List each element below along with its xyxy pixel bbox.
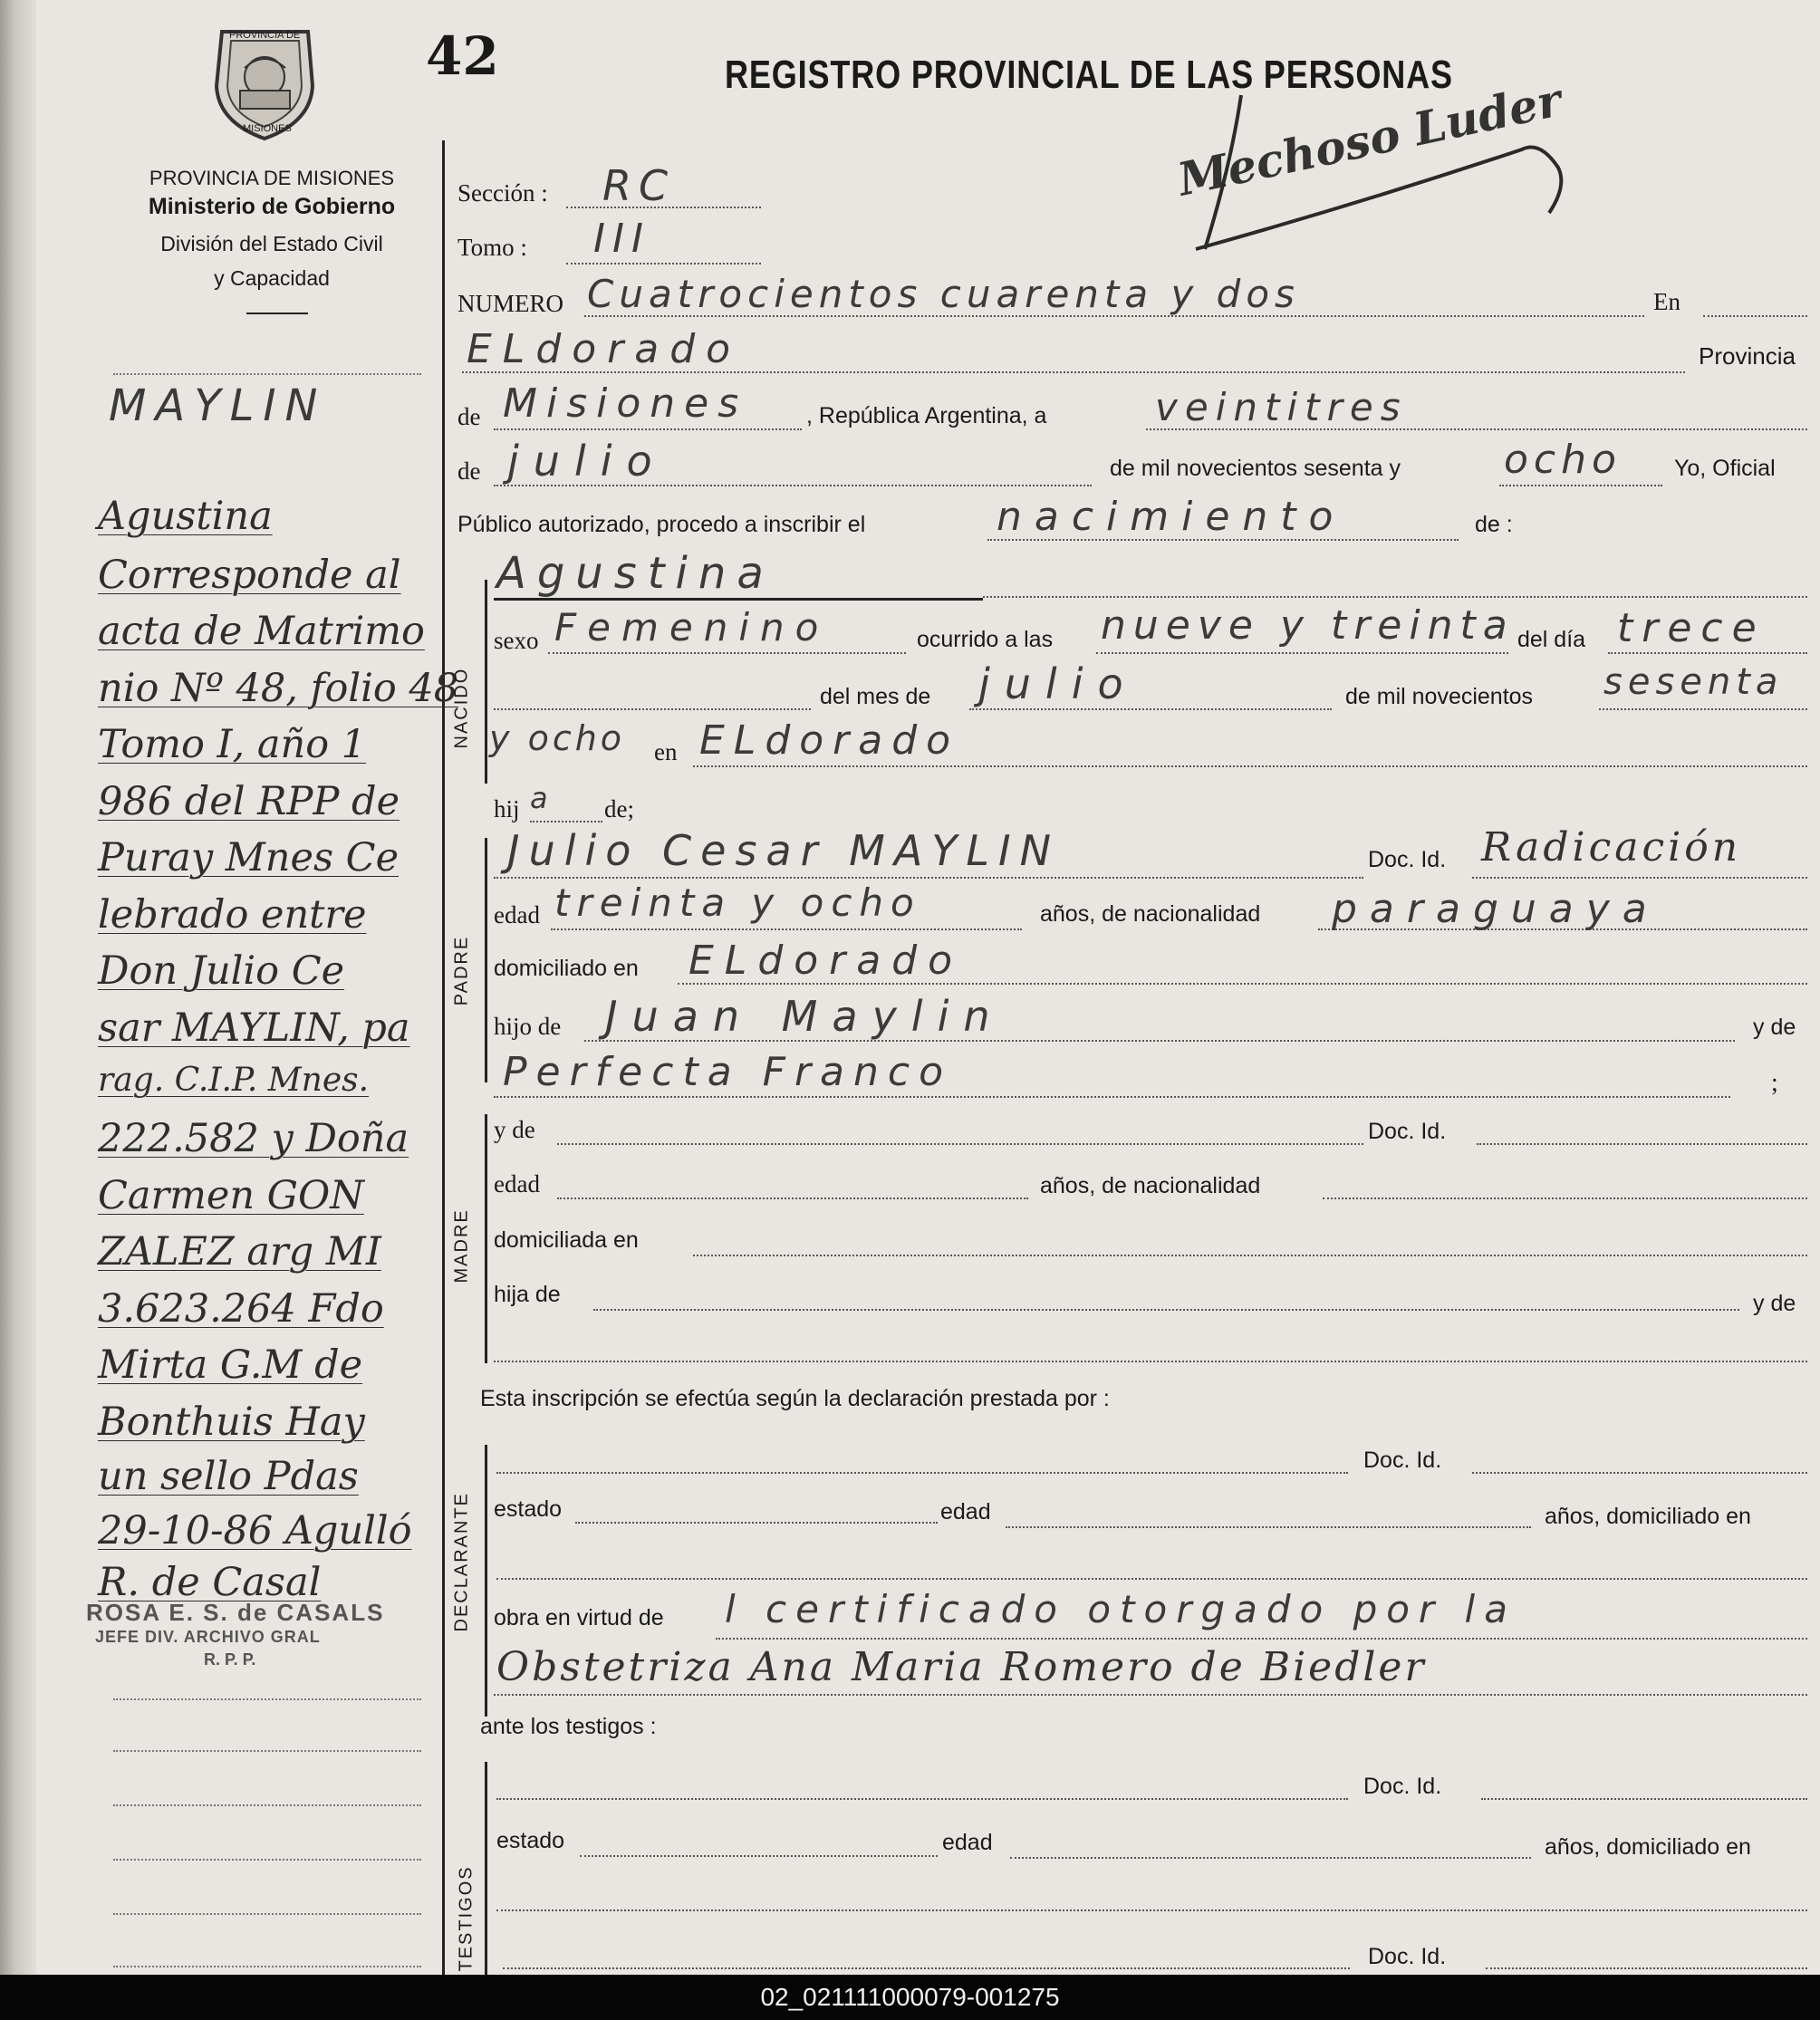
madre-y-de-label: y de [494, 1116, 535, 1143]
hour-value: nueve y treinta [1101, 602, 1515, 649]
declarante-bracket [485, 1445, 487, 1717]
padre-nac-label: años, de nacionalidad [1040, 901, 1261, 927]
declarante-doc-label: Doc. Id. [1363, 1448, 1442, 1473]
hija-de-label: de; [604, 795, 634, 822]
dia-value: trece [1617, 605, 1766, 651]
testigos-section-label: TESTIGOS [456, 1865, 477, 1972]
madre-edad-label: edad [494, 1170, 540, 1198]
stamp-name: ROSA E. S. de CASALS [86, 1599, 385, 1626]
folio-number: 42 [426, 25, 499, 87]
madre-domicilio-line [693, 1255, 1807, 1256]
testigo2-name-line [503, 1967, 1350, 1969]
mes-value: julio [978, 659, 1138, 708]
margin-note-line: acta de Matrimo [98, 609, 425, 654]
padre-bracket [485, 838, 487, 1082]
tomo-line [566, 263, 761, 265]
obra-value: l certificado otorgado por la [725, 1587, 1517, 1631]
testigo-doc-line [1481, 1798, 1807, 1800]
margin-note-line: Mirta G.M de [98, 1342, 363, 1388]
testigos-bracket [485, 1762, 487, 1975]
document-title: REGISTRO PROVINCIAL DE LAS PERSONAS [725, 53, 1453, 97]
stamp-office: R. P. P. [204, 1650, 256, 1669]
nacido-name-value: Agustina [496, 548, 775, 599]
declarante-edad-line [1006, 1526, 1531, 1528]
margin-note-line: sar MAYLIN, pa [98, 1005, 410, 1051]
year-line [1499, 485, 1662, 486]
mil-label: de mil novecientos [1345, 684, 1534, 709]
padre-nac-value: paraguaya [1332, 886, 1660, 932]
de-label: de [457, 403, 481, 430]
book-spine [0, 0, 36, 1975]
scan-id-footer: 02_021111000079-001275 [0, 1975, 1820, 2020]
nacido-en-label: en [654, 738, 678, 765]
declarante-domicilio-line [496, 1578, 1807, 1580]
issuer-division: División del Estado Civil [160, 232, 383, 255]
madre-hija-label: hija de [494, 1282, 561, 1307]
testigo2-doc-label: Doc. Id. [1368, 1944, 1447, 1969]
margin-note-line: Puray Mnes Ce [98, 835, 400, 880]
margin-note-line: 986 del RPP de [98, 779, 400, 824]
declarante-domicilio-label: años, domiciliado en [1545, 1504, 1751, 1529]
madre-y-de2-label: y de [1753, 1291, 1796, 1316]
padre-semicolon: ; [1771, 1069, 1778, 1097]
mes-label: del mes de [820, 684, 931, 709]
madre-name-line [557, 1143, 1363, 1145]
margin-line [113, 1804, 421, 1806]
padre-name-line [494, 877, 1363, 879]
obra-line [716, 1638, 1807, 1640]
declaracion-text: Esta inscripción se efectúa según la declaración prestada por : [480, 1386, 1110, 1411]
margin-note-line: Agustina [98, 494, 273, 539]
margin-line [113, 1966, 421, 1967]
hija-label: hij [494, 795, 520, 822]
padre-domicilio-value: ELdorado [689, 938, 964, 984]
sexo-value: Femenino [554, 605, 830, 649]
madre-doc-label: Doc. Id. [1368, 1119, 1447, 1144]
madre-doc-line [1477, 1143, 1807, 1145]
numero-label: NUMERO [457, 290, 564, 317]
republica-label: , República Argentina, a [806, 403, 1047, 428]
testigo-name-line [496, 1798, 1348, 1800]
margin-note-line: 222.582 y Doña [98, 1116, 409, 1161]
month-value: julio [507, 437, 667, 486]
margin-note-line: Carmen GON [98, 1173, 364, 1218]
testigos-ante-label: ante los testigos : [480, 1714, 657, 1739]
margin-note-line: ZALEZ arg MI [98, 1229, 381, 1275]
declarante-doc-line [1472, 1472, 1807, 1474]
margin-note-line: R. de Casal [98, 1560, 322, 1605]
testigo-doc-label: Doc. Id. [1363, 1774, 1442, 1799]
testigo2-doc-line [1486, 1967, 1807, 1969]
hija-suffix: a [530, 781, 555, 815]
margin-line [113, 1859, 421, 1861]
padre-madre-value: Perfecta Franco [503, 1049, 953, 1095]
issuer-divider [246, 313, 308, 314]
publico-label: Público autorizado, procedo a inscribir el [457, 512, 866, 537]
day-value: veintitres [1155, 385, 1408, 429]
issuer-capacity: y Capacidad [214, 266, 330, 290]
margin-note-line: lebrado entre [98, 892, 367, 938]
padre-section-label: PADRE [451, 935, 472, 1006]
nacido-section-label: NACIDO [451, 667, 472, 749]
margin-note-line: un sello Pdas [98, 1454, 359, 1499]
padre-domicilio-label: domiciliado en [494, 956, 639, 981]
testigo-estado-line [580, 1855, 938, 1857]
obra-line-2 [494, 1694, 1807, 1696]
del-dia-label: del día [1517, 627, 1586, 652]
padre-name-value: Julio Cesar MAYLIN [507, 826, 1061, 875]
dia-line [1608, 652, 1807, 654]
anio-value: sesenta [1603, 661, 1784, 703]
tomo-value: III [593, 216, 650, 262]
issuer-ministry: Ministerio de Gobierno [148, 194, 396, 219]
de-label-2: de [457, 457, 481, 485]
padre-edad-line [551, 928, 1022, 930]
padre-y-de-label: y de [1753, 1015, 1796, 1040]
issuer-province: PROVINCIA DE MISIONES [149, 167, 395, 189]
name-line [983, 596, 1807, 598]
madre-nac-line [1323, 1198, 1807, 1199]
margin-note-line: Corresponde al [98, 553, 401, 598]
place-value: ELdorado [467, 326, 742, 372]
nacido-bracket [485, 580, 487, 784]
de-colon-label: de : [1475, 512, 1513, 537]
margin-note-line: 29-10-86 Agulló [98, 1508, 412, 1553]
obra-value-2: Obstetriza Ana Maria Romero de Biedler [496, 1644, 1427, 1690]
madre-hija-line [593, 1309, 1739, 1311]
seal-top-text: PROVINCIA DE [229, 30, 301, 41]
margin-line [113, 1913, 421, 1915]
margin-line [113, 373, 421, 375]
sexo-label: sexo [494, 627, 539, 654]
padre-hijo-label: hijo de [494, 1013, 562, 1040]
declarante-estado-line [575, 1522, 938, 1524]
mes-pre-line [494, 708, 811, 710]
testigo-edad-label: edad [942, 1830, 993, 1855]
testigo-domicilio-line [496, 1909, 1807, 1911]
declarante-edad-label: edad [940, 1499, 991, 1525]
padre-doc-label: Doc. Id. [1368, 847, 1447, 872]
province-value: Misiones [503, 380, 748, 427]
seccion-value: RC [602, 161, 676, 210]
sexo-line [548, 652, 906, 654]
official-signature: Mechoso Luder [1173, 72, 1566, 207]
testigo-estado-label: estado [496, 1828, 565, 1853]
tomo-label: Tomo : [457, 234, 527, 261]
madre-section-label: MADRE [451, 1208, 472, 1284]
year-value: ocho [1504, 437, 1622, 483]
en-label: En [1653, 288, 1680, 315]
padre-doc-line [1472, 877, 1807, 879]
margin-note-line: nio Nº 48, folio 48 [98, 666, 459, 711]
stamp-title: JEFE DIV. ARCHIVO GRAL [95, 1628, 321, 1646]
padre-hijo-value: Juan Maylin [605, 992, 1005, 1041]
padre-edad-label: edad [494, 901, 540, 928]
column-divider [442, 140, 445, 1975]
act-value: nacimiento [997, 494, 1346, 540]
padre-edad-value: treinta y ocho [554, 880, 921, 925]
madre-edad-line [557, 1198, 1028, 1199]
lugar-value: ELdorado [699, 717, 960, 764]
declarante-name-line [496, 1472, 1348, 1474]
margin-surname: MAYLIN [109, 380, 327, 431]
margin-note-line: Tomo I, año 1 [98, 722, 367, 767]
declarante-estado-label: estado [494, 1496, 563, 1522]
lugar-line [693, 765, 1807, 767]
year-label: de mil novecientos sesenta y [1110, 456, 1401, 481]
madre-nac-label: años, de nacionalidad [1040, 1173, 1261, 1198]
margin-line [113, 1698, 421, 1700]
testigo-edad-line [1010, 1857, 1531, 1859]
margin-note-line: 3.623.264 Fdo [98, 1286, 384, 1332]
margin-note-line: rag. C.I.P. Mnes. [98, 1062, 370, 1099]
madre-bracket [485, 1114, 487, 1363]
mes-line [969, 708, 1332, 710]
anio-cont-value: y ocho [489, 718, 626, 758]
signature-flourish [1178, 86, 1613, 267]
province-line [494, 428, 802, 430]
padre-madre-line [494, 1096, 1730, 1098]
hour-line [1096, 652, 1508, 654]
numero-value: Cuatrocientos cuarenta y dos [587, 272, 1300, 316]
provincia-label: Provincia [1699, 342, 1796, 370]
madre-abuela-line [494, 1361, 1807, 1362]
madre-domicilio-label: domiciliada en [494, 1227, 639, 1253]
oficial-label: Yo, Oficial [1674, 456, 1776, 481]
testigo-domicilio-label: años, domiciliado en [1545, 1834, 1751, 1860]
declarante-section-label: DECLARANTE [451, 1492, 472, 1632]
seccion-label: Sección : [457, 179, 548, 207]
hija-line [530, 821, 602, 822]
ocurrido-label: ocurrido a las [917, 627, 1054, 652]
seal-bottom-text: MISIONES [243, 123, 292, 134]
margin-line [113, 1750, 421, 1752]
anio-line [1599, 708, 1807, 710]
margin-note-line: Don Julio Ce [98, 948, 345, 994]
padre-doc-value: Radicación [1481, 824, 1742, 871]
margin-note-line: Bonthuis Hay [98, 1400, 365, 1445]
en-line [1703, 315, 1807, 317]
obra-label: obra en virtud de [494, 1605, 664, 1630]
